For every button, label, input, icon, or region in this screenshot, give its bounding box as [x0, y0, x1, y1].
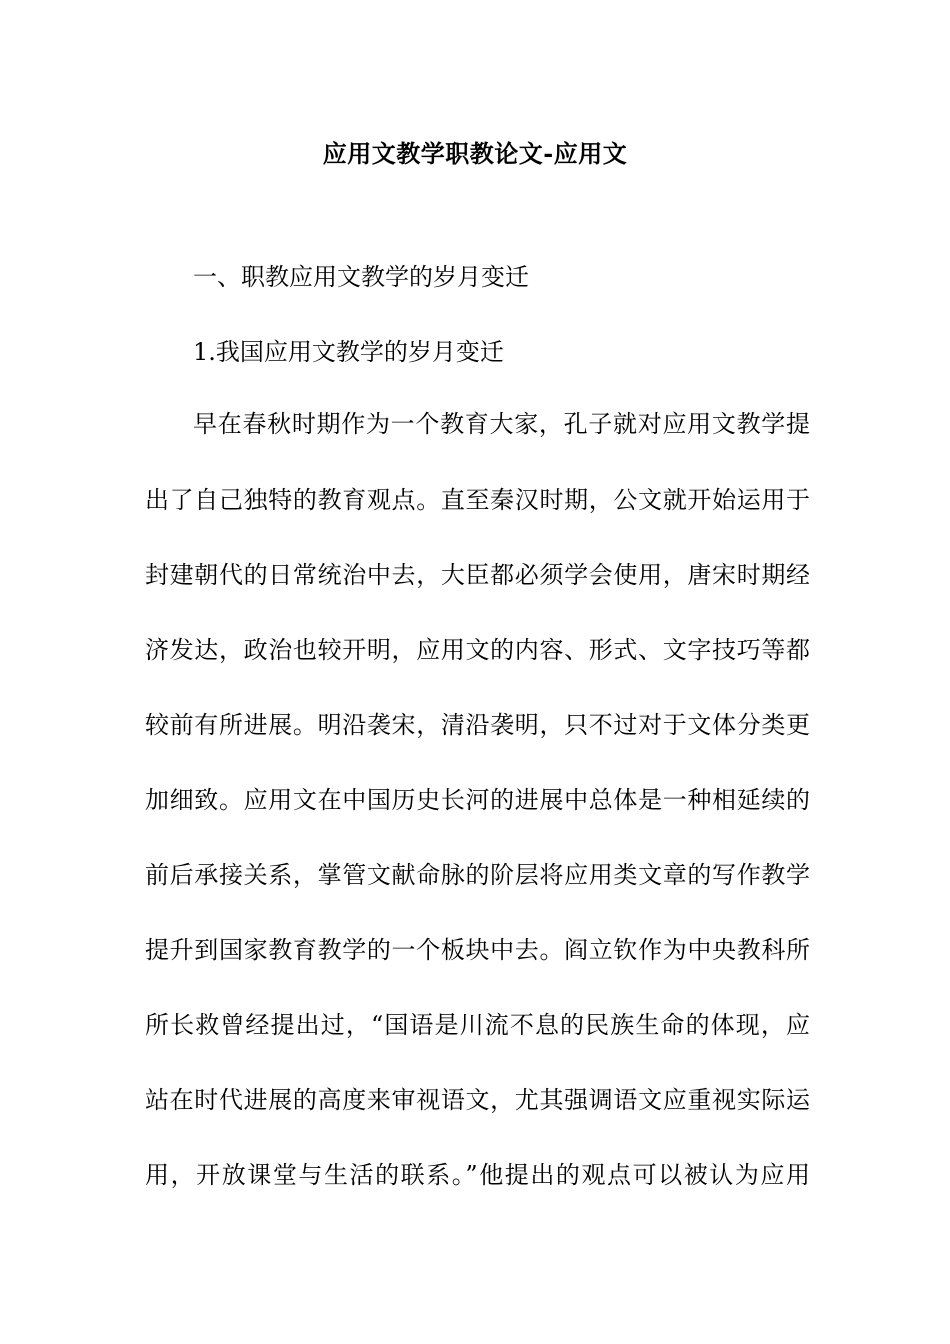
subsection-heading: 1.我国应用文教学的岁月变迁 [193, 338, 504, 366]
paragraph-line: 所长救曾经提出过，“国语是川流不息的民族生命的体现，应 [145, 1011, 810, 1039]
document-title: 应用文教学职教论文-应用文 [322, 139, 628, 168]
paragraph-line: 封建朝代的日常统治中去，大臣都必须学会使用，唐宋时期经 [145, 561, 810, 589]
paragraph-line: 出了自己独特的教育观点。直至秦汉时期，公文就开始运用于 [145, 486, 810, 514]
paragraph-line: 用，开放课堂与生活的联系。”他提出的观点可以被认为应用 [145, 1161, 810, 1189]
paragraph-line: 站在时代进展的高度来审视语文，尤其强调语文应重视实际运 [145, 1086, 810, 1114]
paragraph-line: 提升到国家教育教学的一个板块中去。阎立钦作为中央教科所 [145, 936, 810, 964]
paragraph-line: 前后承接关系，掌管文献命脉的阶层将应用类文章的写作教学 [145, 861, 810, 889]
paragraph-line: 较前有所进展。明沿袭宋，清沿袭明，只不过对于文体分类更 [145, 711, 810, 739]
paragraph-line: 济发达，政治也较开明，应用文的内容、形式、文字技巧等都 [145, 636, 810, 664]
section-heading: 一、职教应用文教学的岁月变迁 [193, 263, 529, 291]
paragraph-line: 加细致。应用文在中国历史长河的进展中总体是一种相延续的 [145, 786, 810, 814]
paragraph-line: 早在春秋时期作为一个教育大家，孔子就对应用文教学提 [193, 410, 810, 438]
